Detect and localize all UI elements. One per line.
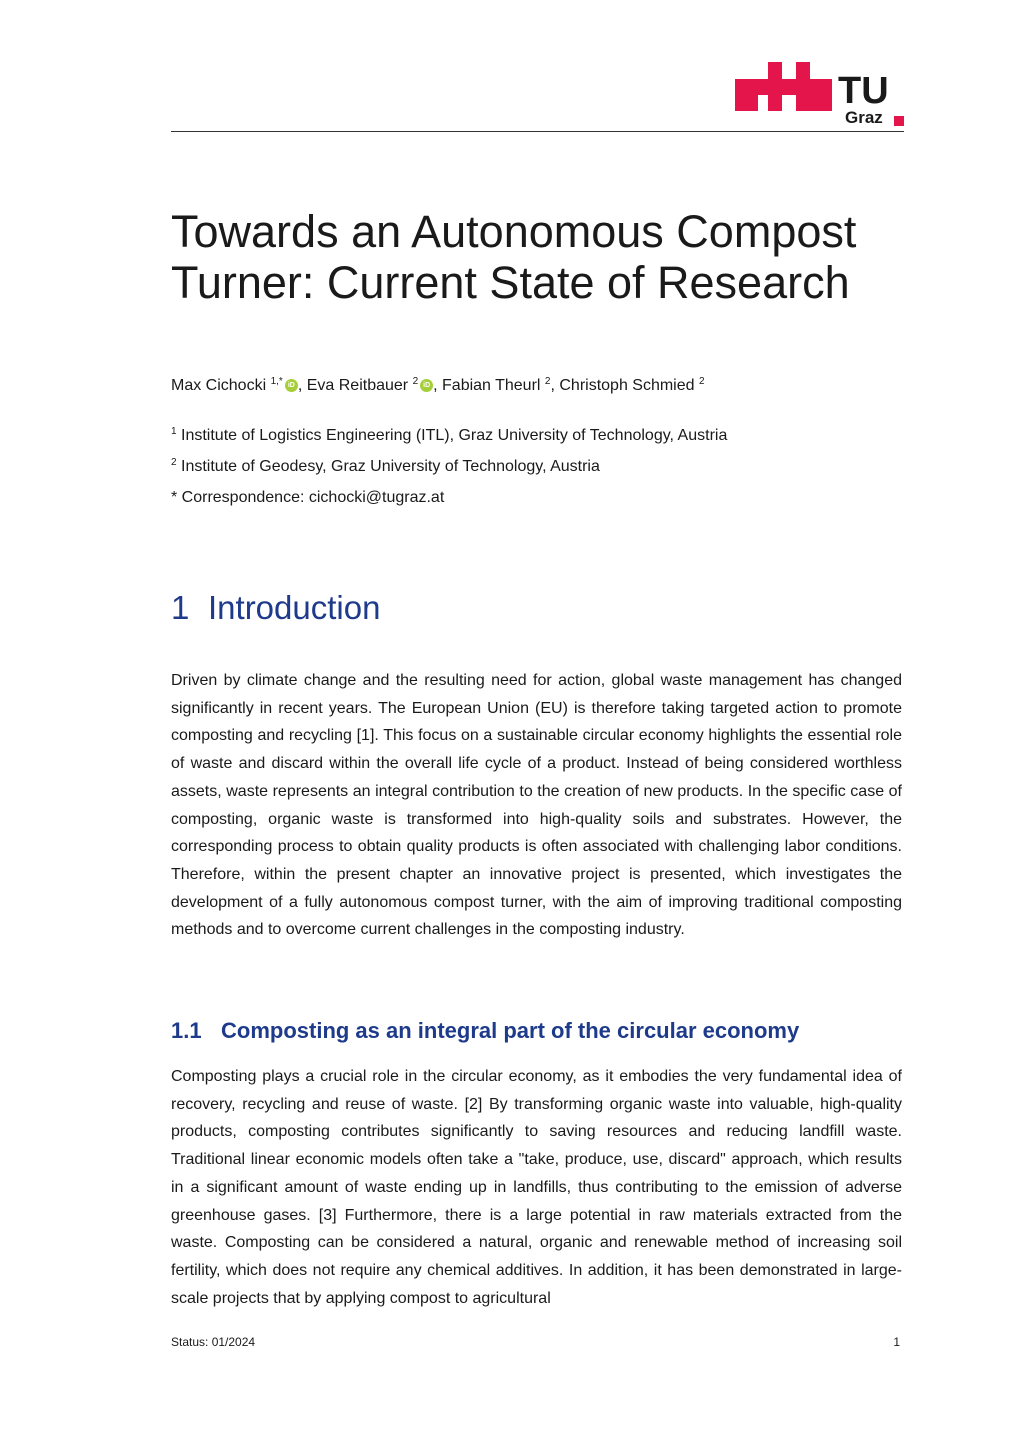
- author-name: Christoph Schmied: [559, 377, 695, 394]
- footer-page-number: 1: [893, 1335, 900, 1349]
- footer-status: Status: 01/2024: [171, 1335, 256, 1349]
- section-1-1-number: 1.1: [171, 1018, 202, 1043]
- section-1-heading: [171, 588, 380, 628]
- logo-dot: [894, 116, 904, 126]
- author-separator: ,: [433, 377, 443, 394]
- author-affiliation-sup: 2: [698, 376, 705, 387]
- affiliation-1: [171, 425, 904, 447]
- author-name: Max Cichocki: [171, 377, 267, 394]
- section-1-1-heading: [171, 1017, 799, 1045]
- affiliation-2-sup: 2: [171, 457, 177, 468]
- section-1-number: 1: [171, 589, 190, 626]
- section-1-paragraph: Driven by climate change and the resulting need for action, global waste management has changed significantly in recent years. The European Union (EU) is therefore taking targeted action to promote composting and recycling [1]. This focus on a sustainable circular economy highlights the essential role of waste and discard within the overall life cycle of a product. Instead of being considered worthless assets, waste represents an integral contribution to the creation of new products. In the specific case of composting, organic waste is transformed into high-quality soils and substrates. However, the corresponding process to obtain quality products is often associated with challenging labor conditions. Therefore, within the present chapter an innovative project is presented, which investigates the development of a fully autonomous compost turner, with the aim of improving traditional composting methods and to overcome current challenges in the composting industry.: [171, 672, 902, 939]
- affiliation-1-sup: 1: [171, 426, 177, 437]
- orcid-icon[interactable]: iD: [285, 379, 298, 392]
- section-1-title: Introduction: [208, 589, 381, 626]
- section-1-1-title: Composting as an integral part of the circular economy: [221, 1018, 800, 1043]
- author-list: [171, 375, 904, 397]
- affiliation-2: [171, 456, 904, 478]
- author-name: Fabian Theurl: [442, 377, 541, 394]
- tu-graz-logo: [735, 62, 905, 128]
- author-affiliation-sup: 1,*: [270, 376, 283, 387]
- author-affiliation-sup: 2: [412, 376, 419, 387]
- author-name: Eva Reitbauer: [306, 377, 409, 394]
- affiliation-1-text: Institute of Logistics Engineering (ITL), Graz University of Technology, Austria: [181, 427, 728, 444]
- logo-subtext: Graz: [845, 108, 883, 127]
- author-separator: ,: [550, 377, 560, 394]
- affiliation-2-text: Institute of Geodesy, Graz University of Technology, Austria: [181, 458, 600, 475]
- orcid-icon[interactable]: iD: [420, 379, 433, 392]
- correspondence: * Correspondence: cichocki@tugraz.at: [171, 489, 445, 506]
- author-affiliation-sup: 2: [544, 376, 551, 387]
- paper-title: Towards an Autonomous Compost Turner: Current State of Research: [171, 206, 857, 308]
- header-rule: [171, 131, 904, 132]
- author-separator: ,: [297, 377, 307, 394]
- logo-text: TU: [838, 70, 889, 112]
- section-1-1-paragraph: Composting plays a crucial role in the circular economy, as it embodies the very fundamental idea of recovery, recycling and reuse of waste. [2] By transforming organic waste into valuable, high-quality products, composting contributes significantly to saving resources and reducing landfill waste. Traditional linear economic models often take a "take, produce, use, discard" approach, which results in a significant amount of waste ending up in landfills, thus contributing to the emission of adverse greenhouse gases. [3] Furthermore, there is a large potential in raw materials extracted from the waste. Composting can be considered a natural, organic and renewable method of increasing soil fertility, which does not require any chemical additives. In addition, it has been demonstrated in large-scale projects that by applying compost to agricultural: [171, 1068, 902, 1307]
